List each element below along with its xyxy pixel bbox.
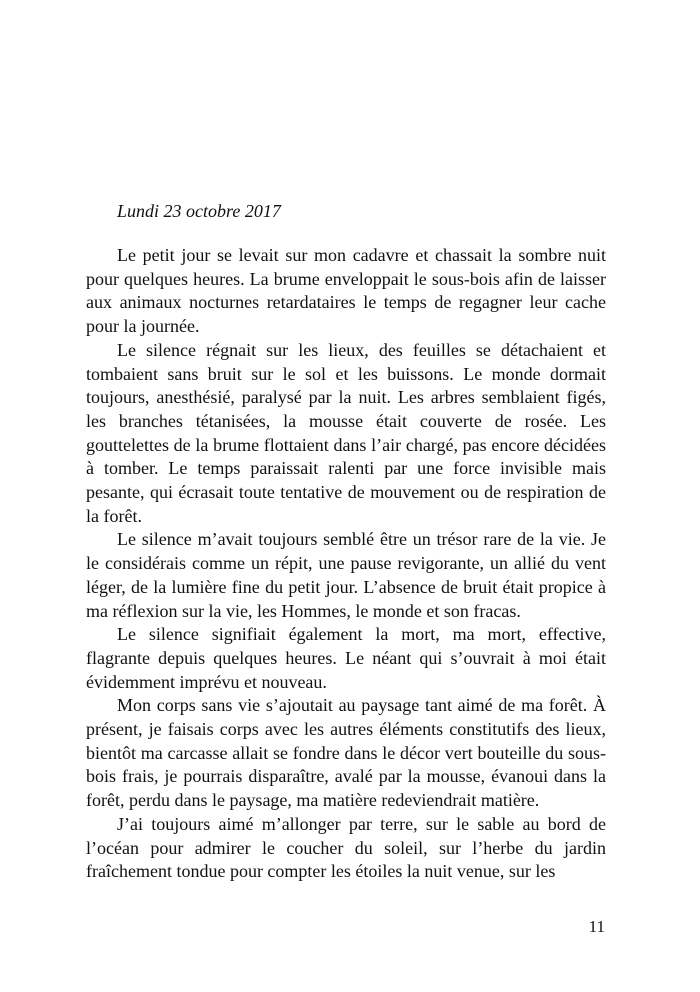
chapter-date-heading: Lundi 23 octobre 2017 [117,201,281,221]
body-text [86,244,606,884]
paragraph: Le petit jour se levait sur mon cadavre et chassait la sombre nuit pour quelques heures. La brume enveloppait le sous-bois afin de laisser aux animaux nocturnes retardataires le temps de regagner leur cache pour la journée. [86,245,606,337]
paragraph: J’ai toujours aimé m’allonger par terre, sur le sable au bord de l’océan pour admirer le coucher du soleil, sur l’herbe du jardin fraîchement tondue pour compter les étoiles la nuit venue, sur les [86,813,606,882]
page-number: 11 [588,917,605,936]
paragraph: Le silence signifiait également la mort, ma mort, effective, flagrante depuis quelques heures. Le néant qui s’ouvrait à moi était évidemment imprévu et nouveau. [86,624,606,692]
paragraph: Le silence régnait sur les lieux, des feuilles se détachaient et tombaient sans bruit sur le sol et les buissons. Le monde dormait toujours, anesthésié, paralysé par la nuit. Les arbres semblaient figés, les branches tétanisées, la mousse était couverte de rosée. Les gouttelettes de la brume flottaient dans l’air chargé, pas encore décidées à tomber. Le temps paraissait ralenti par une force invisible mais pesante, qui écrasait toute tentative de mouvement ou de respiration de la forêt. [86,339,606,526]
paragraph: Mon corps sans vie s’ajoutait au paysage tant aimé de ma forêt. À présent, je faisais corps avec les autres éléments constitutifs des lieux, bientôt ma carcasse allait se fondre dans le décor vert bouteille du sous-bois frais, je pourrais disparaître, avalé par la mousse, évanoui dans la forêt, perdu dans le paysage, ma matière redeviendrait matière. [86,695,606,811]
paragraph: Le silence m’avait toujours semblé être un trésor rare de la vie. Je le considérais comme un répit, une pause revigorante, un allié du vent léger, de la lumière fine du petit jour. L’absence de bruit était propice à ma réflexion sur la vie, les Hommes, le monde et son fracas. [86,529,606,621]
